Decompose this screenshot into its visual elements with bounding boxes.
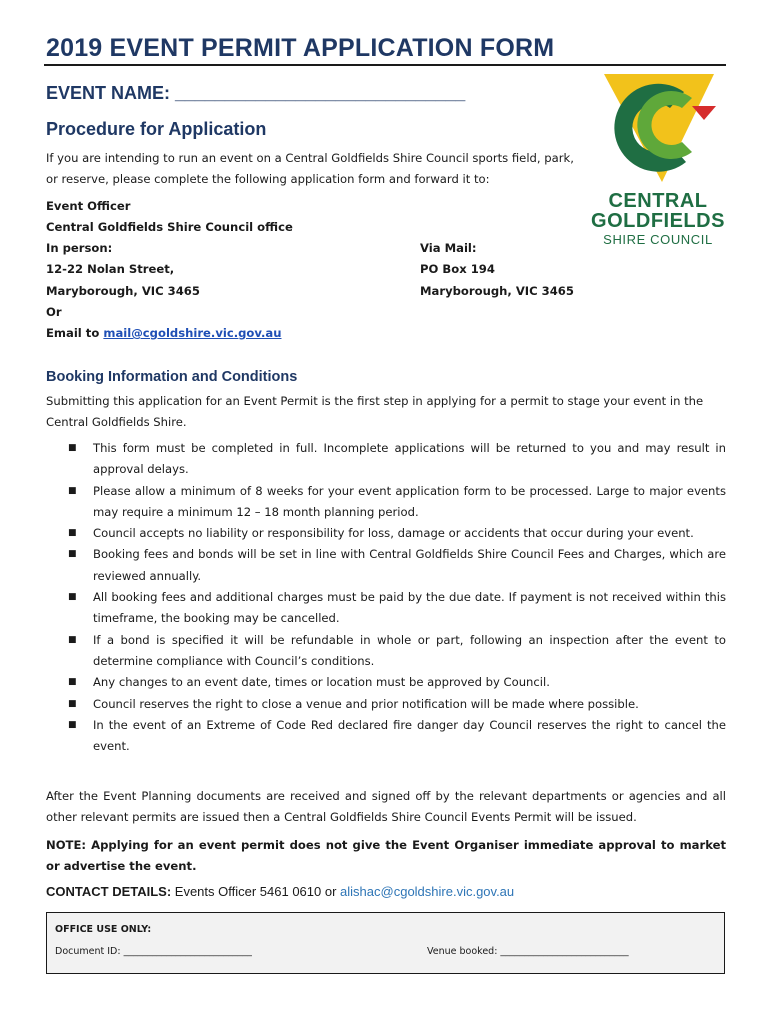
- office-use-box: [46, 912, 725, 974]
- bullet-icon: ■: [68, 549, 77, 560]
- bullet-icon: ■: [68, 719, 77, 730]
- contact-details: [46, 884, 514, 899]
- list-item: ■ Booking fees and bonds will be set in line with Central Goldfields Shire Council Fees and Charges, which are reviewed annually.: [68, 544, 726, 587]
- council-email-link[interactable]: mail@cgoldshire.vic.gov.au: [103, 326, 282, 340]
- bullet-icon: ■: [68, 485, 77, 496]
- list-item: ■ In the event of an Extreme of Code Red declared fire danger day Council reserves the right to cancel the event.: [68, 715, 726, 758]
- bullet-icon: ■: [68, 698, 77, 709]
- list-item: ■ This form must be completed in full. Incomplete applications will be returned to you and may result in approval delays.: [68, 438, 726, 481]
- mail-po-box: PO Box 194: [420, 262, 495, 276]
- in-person-street: 12-22 Nolan Street,: [46, 262, 175, 276]
- list-item: ■ Council accepts no liability or responsibility for loss, damage or accidents that occur during your event.: [68, 523, 726, 544]
- contact-text: Events Officer 5461 0610 or: [171, 884, 341, 899]
- title-divider: [44, 64, 726, 66]
- contact-label: CONTACT DETAILS:: [46, 884, 172, 899]
- procedure-intro: If you are intending to run an event on a Central Goldfields Shire Council sports field, park, or reserve, please complete the following application form and forward it to:: [46, 151, 574, 186]
- bullet-icon: ■: [68, 592, 77, 603]
- or-label: Or: [46, 305, 62, 319]
- email-line: [46, 326, 282, 340]
- mail-label: Via Mail:: [420, 241, 477, 255]
- event-name-field[interactable]: EVENT NAME: _____________________________: [46, 83, 466, 103]
- conditions-list: [68, 438, 726, 757]
- office-use-title: OFFICE USE ONLY:: [55, 924, 152, 935]
- booking-heading: Booking Information and Conditions: [46, 369, 298, 385]
- list-item: ■ Please allow a minimum of 8 weeks for your event application form to be processed. Large to major events may require a minimum 12 – 18 month planning period.: [68, 481, 726, 524]
- mail-town: Maryborough, VIC 3465: [420, 284, 574, 298]
- bullet-icon: ■: [68, 634, 77, 645]
- logo-emblem-icon: [596, 70, 720, 186]
- booking-intro: Submitting this application for an Event Permit is the first step in applying for a permit to stage your event in the Central Goldfields Shire.: [46, 394, 704, 429]
- form-title: 2019 EVENT PERMIT APPLICATION FORM: [46, 34, 555, 62]
- council-logo: [582, 70, 734, 246]
- list-item: ■ If a bond is specified it will be refundable in whole or part, following an inspection after the event to determine compliance with Council’s conditions.: [68, 630, 726, 673]
- document-id-field[interactable]: Document ID: ___________________________: [55, 946, 252, 957]
- bullet-icon: ■: [68, 443, 77, 453]
- bullet-icon: ■: [68, 677, 77, 688]
- list-item: ■ Any changes to an event date, times or location must be approved by Council.: [68, 672, 726, 693]
- in-person-label: In person:: [46, 241, 113, 255]
- email-prefix: Email to: [46, 326, 104, 340]
- logo-text-line2: GOLDFIELDS: [591, 210, 725, 232]
- in-person-town: Maryborough, VIC 3465: [46, 284, 200, 298]
- logo-text-line3: SHIRE COUNCIL: [603, 232, 713, 247]
- bullet-icon: ■: [68, 528, 77, 539]
- council-office-label: Central Goldfields Shire Council office: [46, 220, 293, 234]
- procedure-heading: Procedure for Application: [46, 119, 267, 139]
- contact-email-link[interactable]: alishac@cgoldshire.vic.gov.au: [340, 884, 515, 899]
- logo-text-line1: CENTRAL: [608, 190, 708, 212]
- venue-booked-field[interactable]: Venue booked: ___________________________: [427, 946, 629, 957]
- event-officer-label: Event Officer: [46, 199, 131, 213]
- after-paragraph: After the Event Planning documents are received and signed off by the relevant departments or agencies and all other relevant permits are issued then a Central Goldfields Shire Council Events Permit will be issued.: [46, 789, 726, 824]
- note-paragraph: NOTE: Applying for an event permit does not give the Event Organiser immediate approval to market or advertise the event.: [46, 838, 726, 873]
- list-item: ■ Council reserves the right to close a venue and prior notification will be made where possible.: [68, 694, 726, 715]
- list-item: ■ All booking fees and additional charges must be paid by the due date. If payment is not received within this timeframe, the booking may be cancelled.: [68, 587, 726, 630]
